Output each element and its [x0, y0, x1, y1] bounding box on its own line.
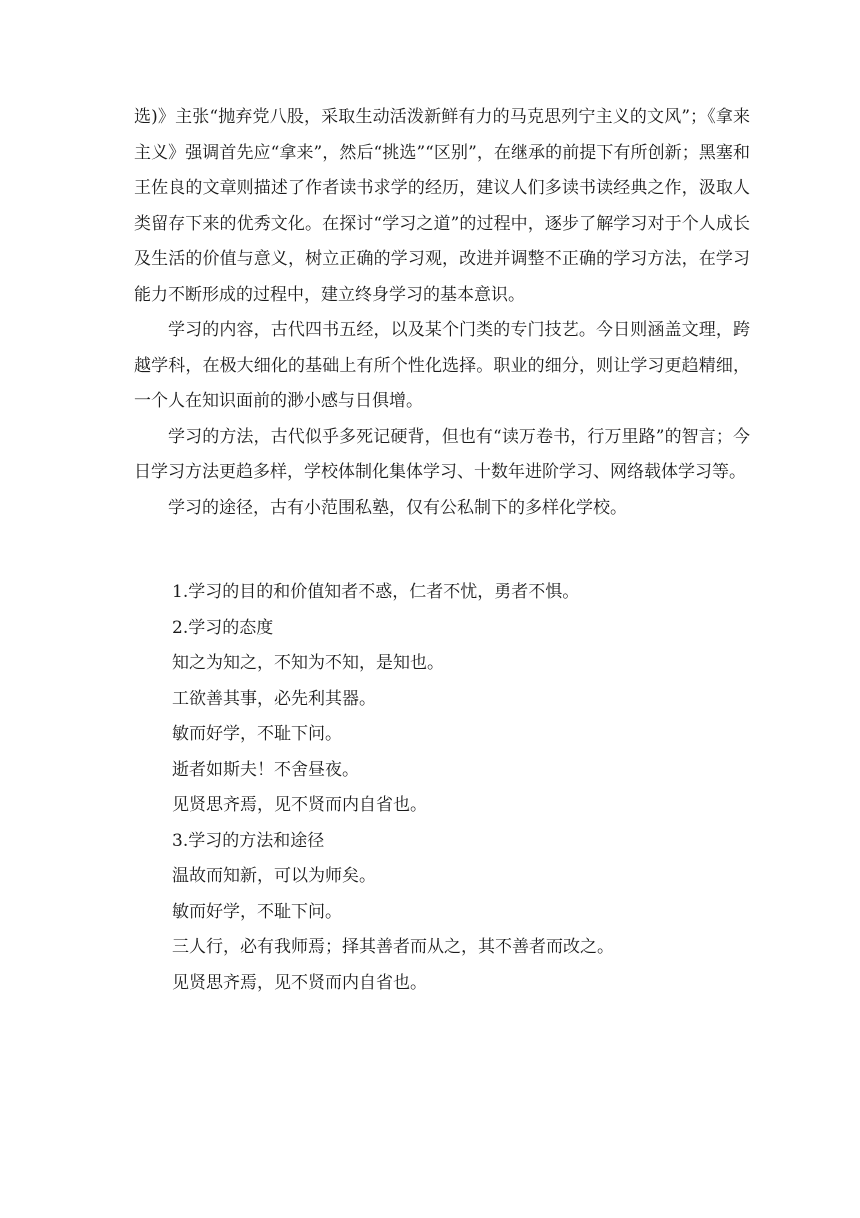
quote-line: 见贤思齐焉，见不贤而内自省也。	[172, 972, 427, 993]
quote-line: 三人行，必有我师焉；择其善者而从之，其不善者而改之。	[172, 937, 614, 957]
quote-line: 温故而知新，可以为师矣。	[172, 866, 376, 886]
content-paragraph: 学习的内容，古代四书五经，以及某个门类的专门技艺。今日则涵盖文理，跨越学科，在极大细化的基础上有所个性化选择。职业的细分，则让学习更趋精细，一个人在知识面前的渺小感与日俱增。	[134, 320, 750, 411]
document-body	[134, 100, 750, 1001]
section-heading-method: 3.学习的方法和途径	[172, 830, 325, 851]
path-paragraph: 学习的途径，古有小范围私塾，仅有公私制下的多样化学校。	[168, 497, 627, 518]
method-paragraph: 学习的方法，古代似乎多死记硬背，但也有“读万卷书，行万里路”的智言；今日学习方法更趋多样，学校体制化集体学习、十数年进阶学习、网络载体学习等。	[134, 426, 750, 482]
quote-line: 逝者如斯夫！不舍昼夜。	[172, 759, 359, 780]
quote-line: 见贤思齐焉，见不贤而内自省也。	[172, 795, 427, 815]
quote-line: 工欲善其事，必先利其器。	[172, 688, 376, 709]
quote-line: 敏而好学，不耻下问。	[172, 724, 342, 744]
section-heading-purpose: 1.学习的目的和价值知者不惑，仁者不忧，勇者不惧。	[172, 582, 580, 602]
blank-line	[134, 526, 750, 575]
quote-list	[134, 575, 750, 1001]
section-heading-attitude: 2.学习的态度	[172, 617, 274, 638]
quote-line: 知之为知之，不知为不知，是知也。	[172, 653, 444, 673]
quote-line: 敏而好学，不耻下问。	[172, 901, 342, 922]
intro-paragraph: 选)》主张“抛弃党八股，采取生动活泼新鲜有力的马克思列宁主义的文风”；《拿来主义》强调首先应“拿来”，然后“挑选”“区别”，在继承的前提下有所创新；黑塞和王佐良的文章则描述了作者读书求学的经历，建议人们多读书读经典之作，汲取人类留存下来的优秀文化。在探讨“学习之道”的过程中，逐步了解学习对于个人成长及生活的价值与意义，树立正确的学习观，改进并调整不正确的学习方法，在学习能力不断形成的过程中，建立终身学习的基本意识。	[134, 107, 750, 305]
